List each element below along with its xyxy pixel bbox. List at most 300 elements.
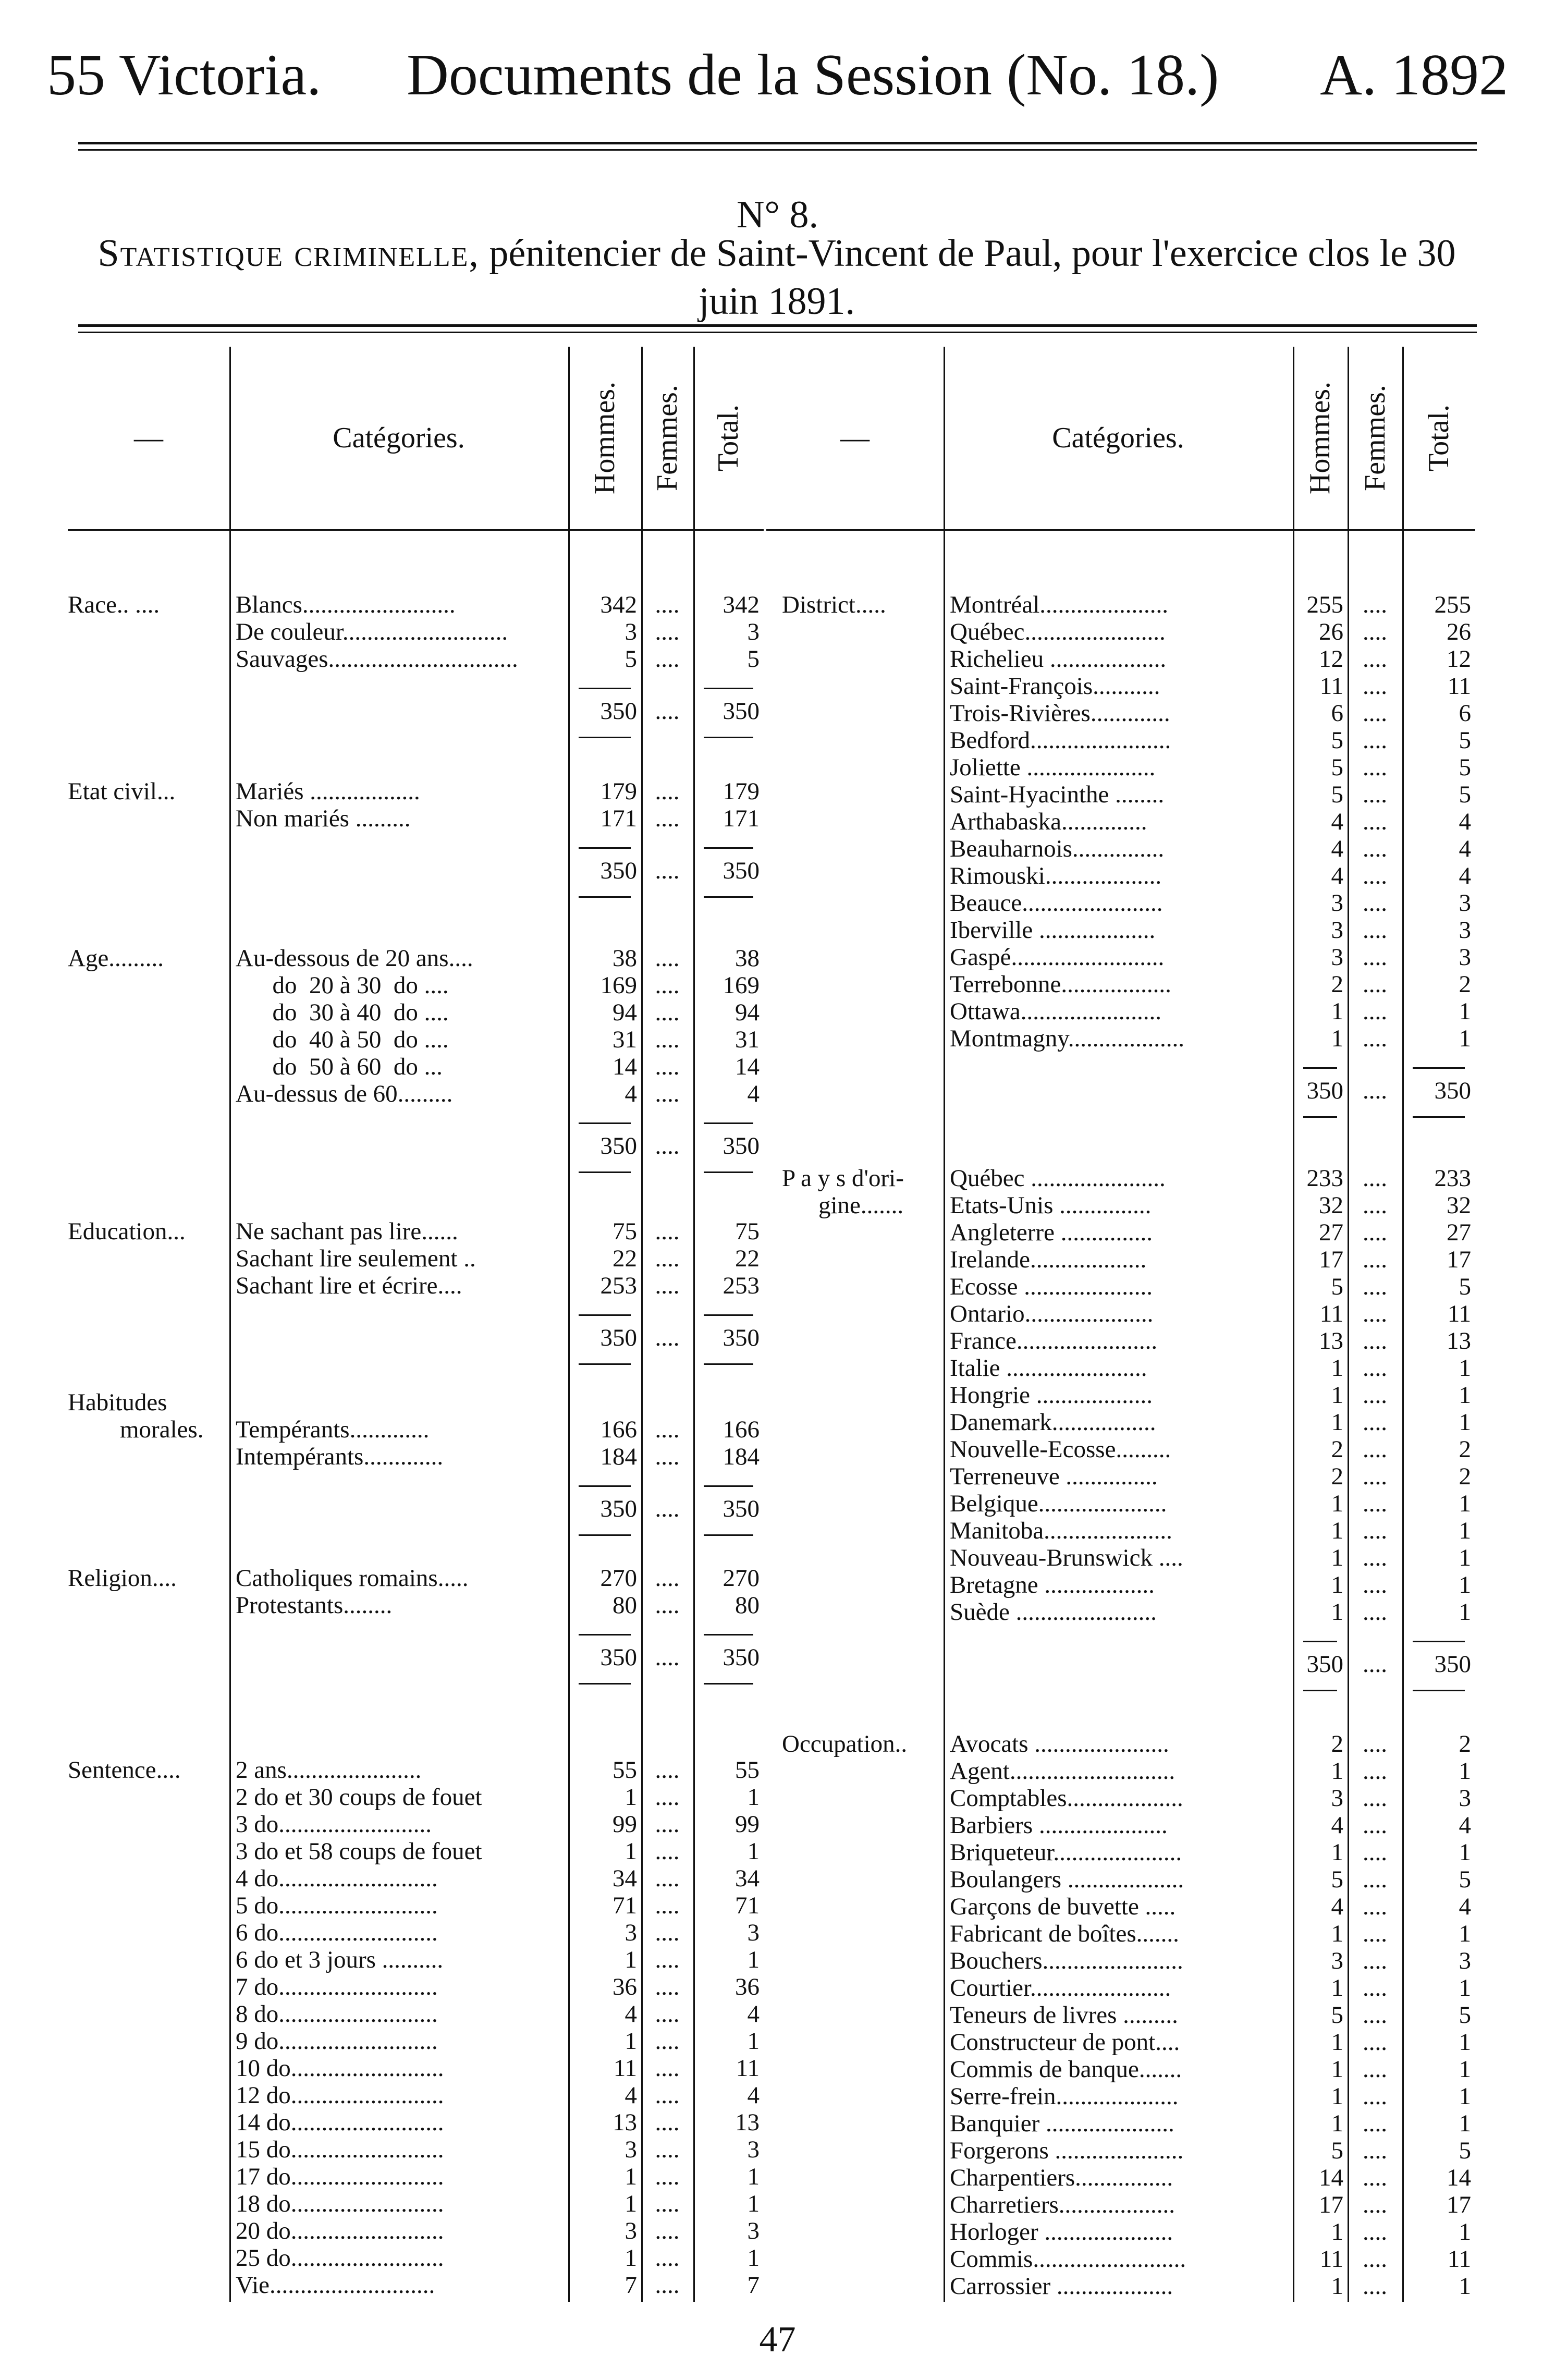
row-category: Rimouski................... [950,863,1162,889]
row-hommes: 1 [1331,1974,1343,2001]
row-total: 2 [1459,1436,1471,1463]
total-rule [579,1634,631,1636]
row-hommes: 1 [1331,1354,1343,1382]
row-category: Ne sachant pas lire...... [236,1218,458,1245]
title-rule-2 [78,332,1477,333]
row-category: Saint-François........... [950,673,1160,700]
row-total: 270 [723,1565,760,1592]
row-total: 5 [1459,781,1471,808]
row-hommes: 255 [1306,591,1343,618]
row-category: Terrebonne.................. [950,971,1171,998]
row-femmes: .... [655,2272,680,2299]
row-femmes: .... [655,1026,680,1053]
total-rule [704,1634,753,1636]
row-femmes: .... [1363,1544,1387,1571]
row-femmes: .... [655,945,680,972]
total-rule [579,688,631,689]
row-category: Montmagny................... [950,1026,1184,1052]
row-hommes: 5 [1331,1273,1343,1300]
total-rule [704,1485,753,1487]
row-total: 3 [747,618,760,645]
row-femmes: .... [655,999,680,1026]
total-rule [579,847,631,849]
total-total: 350 [1434,1651,1471,1678]
row-total: 26 [1447,618,1471,645]
section-label-2: morales. [120,1416,204,1443]
row-femmes: .... [655,1919,680,1946]
row-femmes: .... [1363,2029,1387,2056]
row-hommes: 1 [625,2244,637,2272]
row-total: 4 [1459,862,1471,889]
row-hommes: 1 [625,1838,637,1865]
row-total: 99 [735,1811,760,1838]
row-hommes: 4 [625,1080,637,1107]
row-category: 17 do......................... [236,2164,444,2190]
row-total: 1 [1459,1598,1471,1626]
total-hommes: 350 [600,698,637,725]
row-total: 1 [747,2190,760,2217]
row-femmes: .... [655,1080,680,1107]
row-category: Carrossier ................... [950,2273,1173,2300]
row-category: 18 do......................... [236,2191,444,2217]
row-hommes: 34 [613,1865,637,1892]
row-total: 1 [1459,2110,1471,2137]
row-category: Au-dessus de 60......... [236,1081,453,1107]
row-category: 14 do......................... [236,2109,444,2136]
total-rule [1303,1067,1337,1069]
row-total: 1 [1459,2273,1471,2300]
total-rule [1413,1641,1465,1642]
row-total: 1 [747,1838,760,1865]
row-total: 27 [1447,1219,1471,1246]
row-category: Nouvelle-Ecosse......... [950,1436,1171,1463]
row-total: 3 [1459,889,1471,917]
row-femmes: .... [655,1592,680,1619]
row-total: 255 [1434,591,1471,618]
row-category: Horloger ..................... [950,2219,1173,2245]
total-total: 350 [723,1324,760,1351]
row-total: 1 [1459,2056,1471,2083]
row-category: Joliette ..................... [950,754,1156,781]
row-femmes: .... [1363,1974,1387,2001]
row-hommes: 1 [1331,1598,1343,1626]
row-total: 1 [1459,2083,1471,2110]
row-hommes: 27 [1319,1219,1343,1246]
row-hommes: 1 [1331,1382,1343,1409]
row-femmes: .... [1363,1409,1387,1436]
row-femmes: .... [655,2244,680,2272]
row-category: Sauvages............................... [236,646,518,673]
row-total: 11 [736,2055,760,2082]
row-hommes: 2 [1331,1730,1343,1757]
column-rule [229,347,231,2302]
row-category: Courtier....................... [950,1975,1171,2001]
row-category: 15 do......................... [236,2137,444,2163]
row-hommes: 3 [625,1919,637,1946]
row-hommes: 11 [1319,673,1343,700]
row-femmes: .... [1363,944,1387,971]
row-hommes: 32 [1319,1192,1343,1219]
total-rule-bottom [579,896,631,898]
total-femmes: .... [1363,1077,1387,1104]
row-hommes: 1 [1331,1571,1343,1598]
row-total: 4 [1459,1893,1471,1920]
total-rule [579,1122,631,1124]
header-rule [78,142,1477,144]
row-hommes: 1 [625,1946,637,1973]
title-rule [78,324,1477,327]
row-hommes: 1 [625,1784,637,1811]
header-hommes [1293,349,1348,527]
row-femmes: .... [1363,1598,1387,1626]
total-total: 350 [1434,1077,1471,1104]
total-femmes: .... [655,1132,680,1160]
row-total: 34 [735,1865,760,1892]
row-femmes: .... [655,2109,680,2136]
row-hommes: 5 [1331,727,1343,754]
total-femmes: .... [655,1495,680,1522]
header-femmes-label: Femmes. [1358,385,1391,491]
total-femmes: .... [1363,1651,1387,1678]
row-femmes: .... [1363,835,1387,862]
row-total: 3 [747,1919,760,1946]
row-hommes: 94 [613,999,637,1026]
total-hommes: 350 [600,1644,637,1671]
row-hommes: 75 [613,1218,637,1245]
row-total: 1 [1459,1544,1471,1571]
total-hommes: 350 [600,1132,637,1160]
row-femmes: .... [1363,781,1387,808]
row-femmes: .... [1363,1463,1387,1490]
table-number: N° 8. [736,193,819,236]
row-hommes: 3 [625,2136,637,2163]
row-total: 5 [1459,1866,1471,1893]
row-hommes: 4 [625,2000,637,2028]
header-femmes [1348,349,1402,527]
row-total: 1 [1459,1920,1471,1947]
row-total: 5 [747,645,760,673]
section-label: Race.. .... [68,591,160,618]
row-hommes: 7 [625,2272,637,2299]
total-rule-bottom [1413,1116,1465,1118]
row-hommes: 6 [1331,700,1343,727]
row-category: Intempérants............. [236,1444,444,1470]
row-total: 184 [723,1443,760,1470]
row-total: 166 [723,1416,760,1443]
row-total: 3 [1459,1947,1471,1974]
row-category: 20 do......................... [236,2218,444,2244]
row-femmes: .... [1363,1571,1387,1598]
row-femmes: .... [655,618,680,645]
row-category: Catholiques romains..... [236,1565,469,1592]
total-rule [579,1314,631,1316]
row-category: Trois-Rivières............. [950,700,1170,727]
row-total: 1 [747,1784,760,1811]
row-femmes: .... [655,591,680,618]
header-total [1402,349,1475,527]
row-femmes: .... [1363,1839,1387,1866]
row-femmes: .... [1363,2110,1387,2137]
row-total: 169 [723,972,760,999]
row-category: 6 do et 3 jours .......... [236,1947,444,1973]
row-hommes: 13 [1319,1327,1343,1354]
row-femmes: .... [1363,727,1387,754]
row-total: 1 [1459,1974,1471,2001]
row-hommes: 1 [1331,1757,1343,1785]
row-femmes: .... [655,1443,680,1470]
row-femmes: .... [1363,1273,1387,1300]
row-category: do 40 à 50 do .... [236,1027,449,1053]
row-hommes: 2 [1331,1436,1343,1463]
row-hommes: 1 [1331,1920,1343,1947]
row-hommes: 26 [1319,618,1343,645]
row-hommes: 17 [1319,2191,1343,2218]
row-category: Iberville ................... [950,917,1156,944]
row-category: Forgerons ..................... [950,2138,1184,2164]
section-label: District..... [782,591,886,618]
row-total: 5 [1459,2137,1471,2164]
total-rule-bottom [1413,1690,1465,1691]
row-femmes: .... [655,2190,680,2217]
row-femmes: .... [1363,2083,1387,2110]
row-total: 2 [1459,971,1471,998]
row-femmes: .... [1363,2001,1387,2029]
header-dash: — [840,422,870,454]
header-femmes [641,349,693,527]
row-hommes: 1 [1331,1839,1343,1866]
total-hommes: 350 [1306,1651,1343,1678]
row-hommes: 80 [613,1592,637,1619]
row-femmes: .... [1363,1893,1387,1920]
row-category: Hongrie ................... [950,1382,1153,1409]
row-hommes: 5 [1331,754,1343,781]
title-prefix: Statistique criminelle, [97,232,480,275]
row-femmes: .... [1363,1436,1387,1463]
row-hommes: 3 [1331,1947,1343,1974]
row-hommes: 1 [1331,2110,1343,2137]
row-hommes: 1 [1331,2029,1343,2056]
row-total: 71 [735,1892,760,1919]
total-rule [579,1485,631,1487]
row-hommes: 1 [1331,998,1343,1025]
row-hommes: 55 [613,1756,637,1784]
row-hommes: 4 [1331,808,1343,835]
row-hommes: 38 [613,945,637,972]
row-femmes: .... [1363,1219,1387,1246]
row-hommes: 1 [1331,1544,1343,1571]
row-hommes: 36 [613,1973,637,2000]
total-rule-bottom [704,1363,753,1365]
header-hommes-label: Hommes. [1304,381,1337,495]
section-label: Sentence.... [68,1756,181,1784]
row-hommes: 1 [1331,2056,1343,2083]
row-femmes: .... [655,1811,680,1838]
row-hommes: 3 [625,618,637,645]
row-total: 14 [1447,2164,1471,2191]
row-femmes: .... [1363,2245,1387,2273]
total-rule-bottom [579,1534,631,1536]
row-hommes: 3 [1331,1785,1343,1812]
row-hommes: 11 [613,2055,637,2082]
section-label: Habitudes [68,1389,167,1416]
row-femmes: .... [655,2217,680,2244]
row-femmes: .... [1363,1192,1387,1219]
row-femmes: .... [1363,2137,1387,2164]
total-femmes: .... [655,1644,680,1671]
row-femmes: .... [655,805,680,832]
row-total: 11 [1447,673,1471,700]
row-category: 3 do......................... [236,1811,432,1838]
row-femmes: .... [1363,645,1387,673]
total-rule [704,847,753,849]
row-total: 1 [1459,1354,1471,1382]
row-hommes: 1 [1331,1409,1343,1436]
row-category: Boulangers ................... [950,1866,1184,1893]
row-total: 14 [735,1053,760,1080]
row-femmes: .... [1363,754,1387,781]
row-femmes: .... [1363,700,1387,727]
row-total: 55 [735,1756,760,1784]
row-category: do 20 à 30 do .... [236,972,449,999]
row-femmes: .... [655,1946,680,1973]
section-label: Education... [68,1218,186,1245]
row-femmes: .... [655,1865,680,1892]
row-total: 3 [1459,944,1471,971]
row-femmes: .... [1363,1165,1387,1192]
total-rule-bottom [704,896,753,898]
row-total: 38 [735,945,760,972]
row-femmes: .... [1363,1246,1387,1273]
total-rule-bottom [1303,1690,1337,1691]
row-femmes: .... [1363,1517,1387,1544]
row-femmes: .... [655,1784,680,1811]
row-femmes: .... [1363,1025,1387,1052]
row-category: Vie........................... [236,2272,435,2299]
row-category: Tempérants............. [236,1417,430,1443]
row-category: Belgique..................... [950,1491,1167,1517]
row-femmes: .... [1363,2218,1387,2245]
row-femmes: .... [1363,1866,1387,1893]
header-hommes [568,349,641,527]
row-hommes: 166 [600,1416,637,1443]
row-total: 1 [1459,2029,1471,2056]
total-rule-bottom [704,737,753,738]
row-category: Etats-Unis ............... [950,1192,1152,1219]
row-total: 1 [1459,1839,1471,1866]
row-category: Au-dessous de 20 ans.... [236,945,473,972]
section-label: Religion.... [68,1565,177,1592]
row-hommes: 14 [1319,2164,1343,2191]
row-hommes: 13 [613,2109,637,2136]
row-hommes: 4 [625,2082,637,2109]
row-category: Mariés .................. [236,778,420,805]
row-femmes: .... [655,778,680,805]
row-total: 3 [1459,1785,1471,1812]
row-femmes: .... [655,2028,680,2055]
header-total [693,349,764,527]
row-femmes: .... [655,1565,680,1592]
header-rule-2 [78,149,1477,151]
row-category: Garçons de buvette ..... [950,1894,1176,1920]
row-femmes: .... [655,1973,680,2000]
header-categories: Catégories. [1052,422,1184,454]
row-hommes: 342 [600,591,637,618]
row-total: 1 [747,2028,760,2055]
row-hommes: 1 [625,2190,637,2217]
row-total: 1 [1459,1571,1471,1598]
row-total: 4 [747,1080,760,1107]
row-hommes: 1 [1331,1025,1343,1052]
row-category: 4 do.......................... [236,1865,438,1892]
row-category: Commis de banque....... [950,2056,1182,2083]
row-femmes: .... [1363,1947,1387,1974]
row-hommes: 1 [1331,1517,1343,1544]
row-hommes: 17 [1319,1246,1343,1273]
row-category: Italie ....................... [950,1355,1147,1382]
total-rule-bottom [704,1683,753,1685]
row-total: 171 [723,805,760,832]
row-total: 3 [1459,917,1471,944]
row-total: 13 [1447,1327,1471,1354]
total-hommes: 350 [1306,1077,1343,1104]
total-rule [1413,1067,1465,1069]
row-hommes: 12 [1319,645,1343,673]
row-total: 1 [1459,1490,1471,1517]
row-femmes: .... [655,1245,680,1272]
total-total: 350 [723,698,760,725]
section-label: Etat civil... [68,778,176,805]
row-total: 31 [735,1026,760,1053]
total-hommes: 350 [600,1324,637,1351]
row-category: Blancs......................... [236,592,456,618]
header-left: 55 Victoria. [47,43,322,107]
row-category: Nouveau-Brunswick .... [950,1545,1183,1571]
row-femmes: .... [655,1218,680,1245]
header-categories: Catégories. [333,422,465,454]
row-hommes: 3 [1331,917,1343,944]
total-femmes: .... [655,1324,680,1351]
row-category: Richelieu ................... [950,646,1167,673]
row-total: 4 [747,2000,760,2028]
row-hommes: 14 [613,1053,637,1080]
header-dash: — [134,422,163,454]
row-category: Comptables................... [950,1785,1183,1812]
row-femmes: .... [1363,1757,1387,1785]
row-total: 1 [1459,1382,1471,1409]
row-total: 1 [1459,1517,1471,1544]
row-category: Fabricant de boîtes....... [950,1921,1179,1947]
row-total: 1 [1459,1409,1471,1436]
row-category: Danemark................. [950,1409,1156,1436]
row-total: 5 [1459,2001,1471,2029]
row-femmes: .... [655,1053,680,1080]
row-category: Beauce....................... [950,890,1163,917]
row-category: Bouchers....................... [950,1948,1183,1974]
row-category: Teneurs de livres ......... [950,2002,1178,2029]
row-hommes: 3 [625,2217,637,2244]
row-femmes: .... [1363,1382,1387,1409]
row-hommes: 4 [1331,835,1343,862]
total-rule [704,688,753,689]
row-hommes: 270 [600,1565,637,1592]
row-total: 94 [735,999,760,1026]
row-category: 8 do.......................... [236,2001,438,2028]
row-category: do 50 à 60 do ... [236,1054,443,1080]
row-category: Gaspé......................... [950,944,1165,971]
row-total: 80 [735,1592,760,1619]
row-hommes: 253 [600,1272,637,1299]
row-hommes: 5 [1331,2137,1343,2164]
